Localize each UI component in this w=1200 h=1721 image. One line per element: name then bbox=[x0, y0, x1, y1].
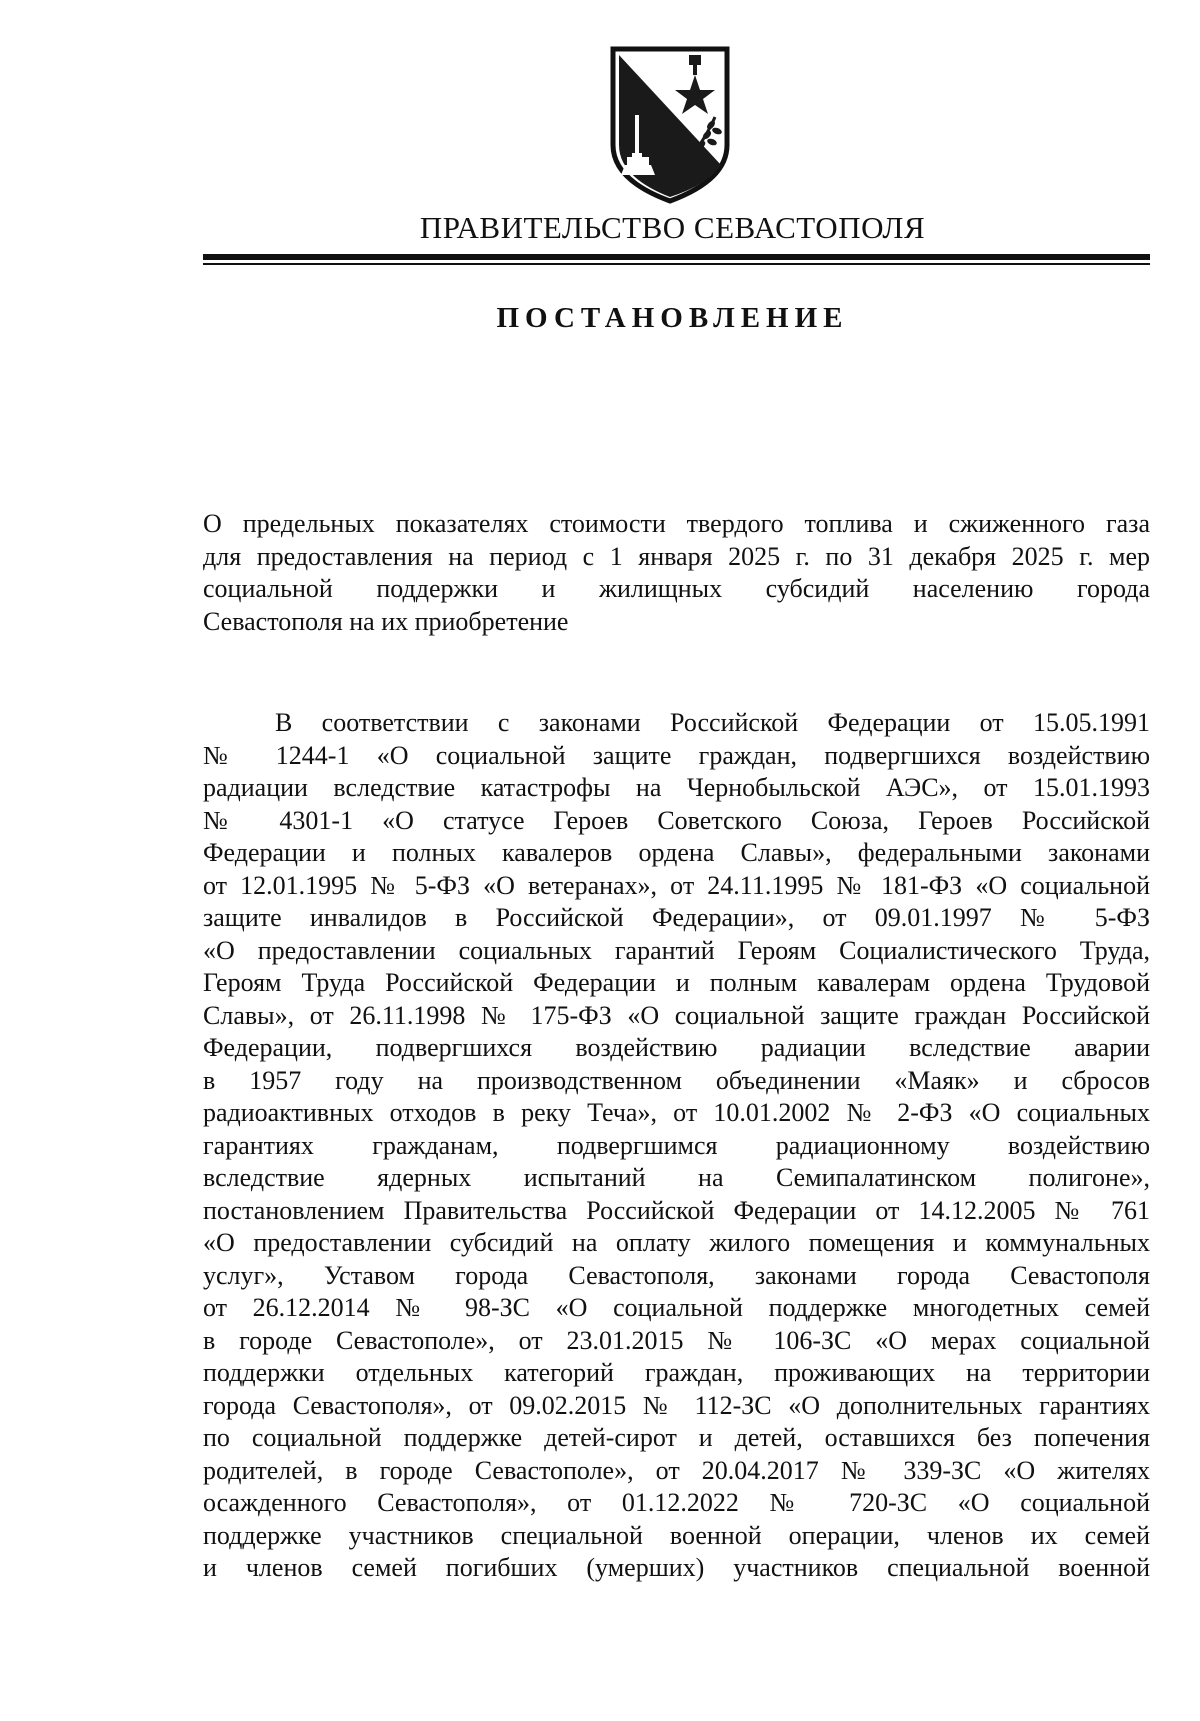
body-line: «О предоставлении социальных гарантий Героям Социалистического Труда, bbox=[203, 935, 1150, 965]
body-line: защите инвалидов в Российской Федерации», от 09.01.1997 № 5-ФЗ bbox=[203, 903, 1150, 932]
body-line: города Севастополя», от 09.02.2015 № 112-ЗС «О дополнительных гарантиях bbox=[203, 1390, 1150, 1420]
body-line: услуг», Уставом города Севастополя, законами города Севастополя bbox=[203, 1260, 1150, 1290]
resolution-subject bbox=[203, 508, 1150, 638]
body-line: поддержке участников специальной военной операции, членов их семей bbox=[203, 1520, 1150, 1550]
body-line: Федерации и полных кавалеров ордена Славы», федеральными законами bbox=[203, 838, 1150, 867]
document-type-title: ПОСТАНОВЛЕНИЕ bbox=[496, 302, 849, 334]
subject-line: для предоставления на период с 1 января 2025 г. по 31 декабря 2025 г. мер bbox=[203, 541, 1150, 571]
body-line: Федерации, подвергшихся воздействию радиации вследствие аварии bbox=[203, 1033, 1150, 1062]
header-divider-thick bbox=[203, 254, 1150, 260]
subject-line: социальной поддержки и жилищных субсидий населению города bbox=[203, 574, 1150, 603]
body-line: осажденного Севастополя», от 01.12.2022 № 720-ЗС «О социальной bbox=[203, 1488, 1150, 1517]
body-line: № 1244-1 «О социальной защите граждан, подвергшихся воздействию bbox=[203, 740, 1150, 770]
body-line: родителей, в городе Севастополе», от 20.04.2017 № 339-ЗС «О жителях bbox=[203, 1455, 1150, 1485]
header-divider-thin bbox=[203, 263, 1150, 265]
body-line: Героям Труда Российской Федерации и полным кавалерам ордена Трудовой bbox=[203, 968, 1150, 997]
body-line: в 1957 году на производственном объединении «Маяк» и сбросов bbox=[203, 1065, 1150, 1095]
body-line: радиоактивных отходов в реку Теча», от 10.01.2002 № 2-ФЗ «О социальных bbox=[203, 1098, 1150, 1127]
body-line: В соответствии с законами Российской Федерации от 15.05.1991 bbox=[275, 708, 1150, 737]
body-line: и членов семей погибших (умерших) участников специальной военной bbox=[203, 1553, 1150, 1582]
body-line: гарантиях гражданам, подвергшимся радиационному воздействию bbox=[203, 1130, 1150, 1160]
body-line: от 12.01.1995 № 5-ФЗ «О ветеранах», от 24.11.1995 № 181-ФЗ «О социальной bbox=[203, 870, 1150, 900]
subject-line: О предельных показателях стоимости твердого топлива и сжиженного газа bbox=[203, 509, 1150, 538]
sevastopol-coat-of-arms-emblem bbox=[605, 45, 735, 205]
body-line: от 26.12.2014 № 98-ЗС «О социальной поддержке многодетных семей bbox=[203, 1293, 1150, 1322]
body-line: по социальной поддержке детей-сирот и детей, оставшихся без попечения bbox=[203, 1423, 1150, 1452]
body-line: Славы», от 26.11.1998 № 175-ФЗ «О социальной защите граждан Российской bbox=[203, 1000, 1150, 1030]
body-line: № 4301-1 «О статусе Героев Советского Союза, Героев Российской bbox=[203, 805, 1150, 835]
resolution-body bbox=[203, 707, 1150, 1585]
subject-line: Севастополя на их приобретение bbox=[203, 606, 569, 636]
government-name: ПРАВИТЕЛЬСТВО СЕВАСТОПОЛЯ bbox=[419, 210, 926, 245]
body-line: вследствие ядерных испытаний на Семипалатинском полигоне», bbox=[203, 1163, 1150, 1192]
body-line: постановлением Правительства Российской Федерации от 14.12.2005 № 761 bbox=[203, 1195, 1150, 1225]
body-line: в городе Севастополе», от 23.01.2015 № 106-ЗС «О мерах социальной bbox=[203, 1325, 1150, 1355]
body-line: радиации вследствие катастрофы на Чернобыльской АЭС», от 15.01.1993 bbox=[203, 773, 1150, 802]
body-line: поддержки отдельных категорий граждан, проживающих на территории bbox=[203, 1358, 1150, 1387]
body-line: «О предоставлении субсидий на оплату жилого помещения и коммунальных bbox=[203, 1228, 1150, 1257]
